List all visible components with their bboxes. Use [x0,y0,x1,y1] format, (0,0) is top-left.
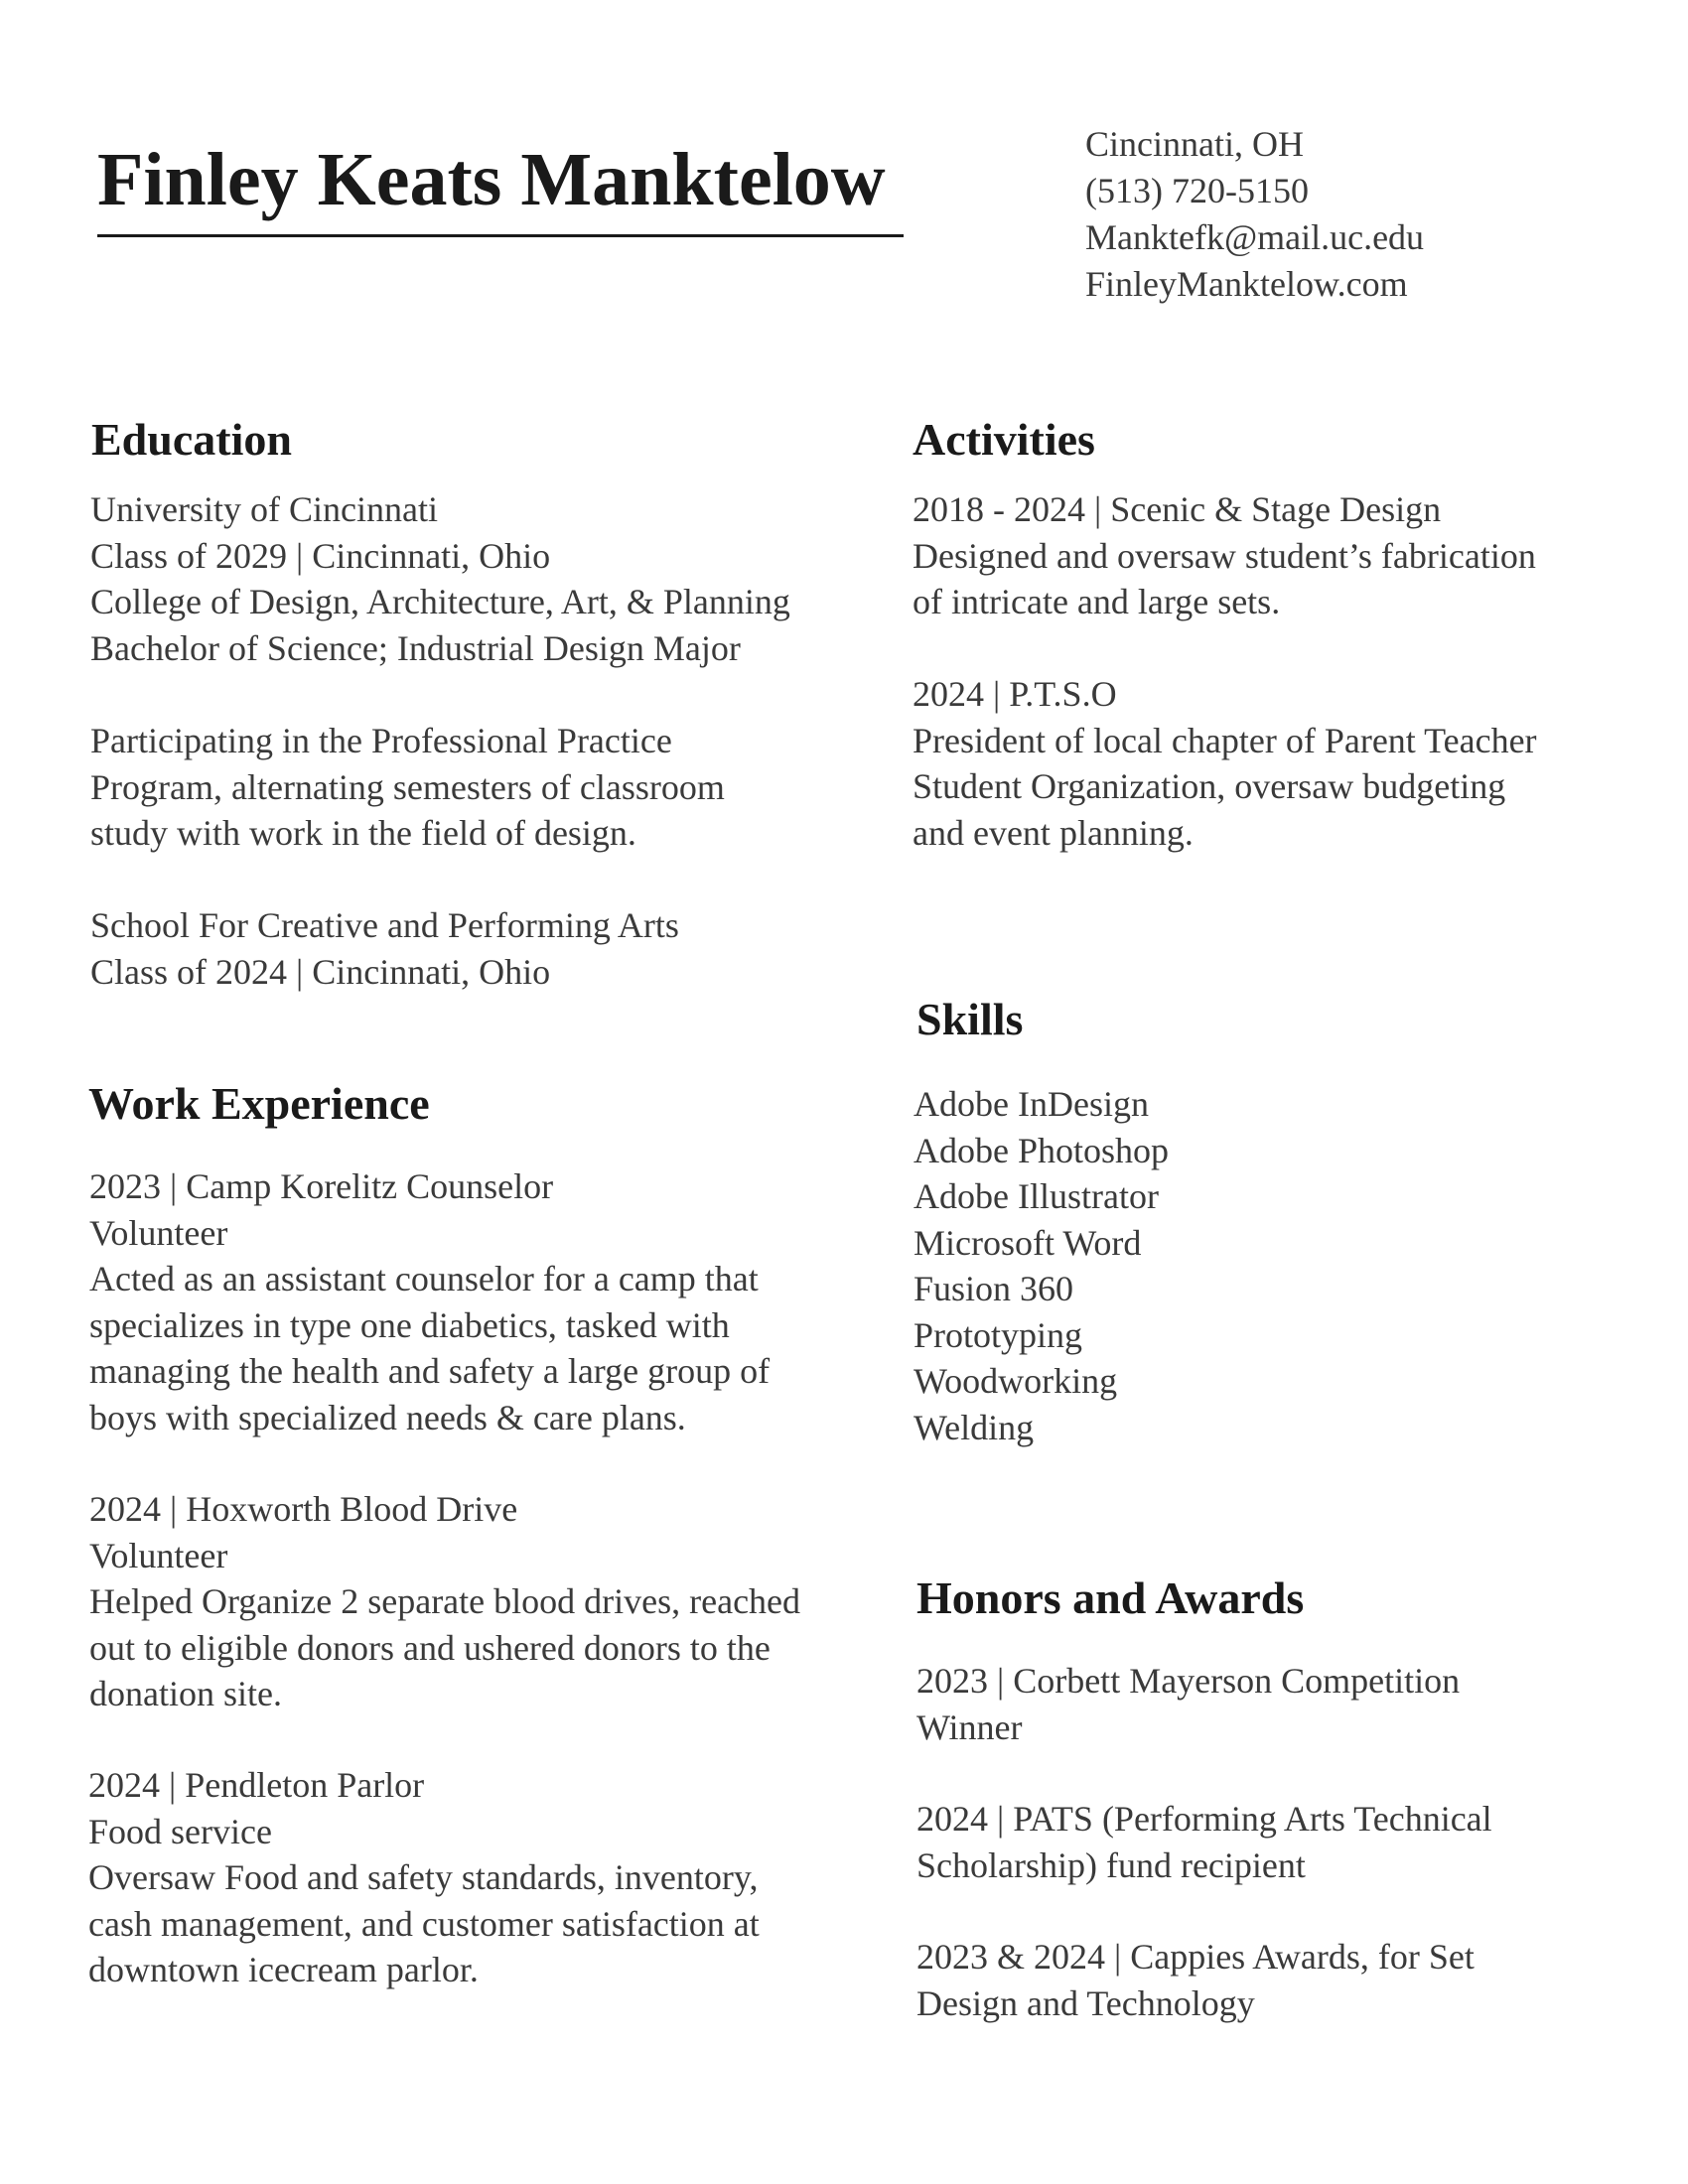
honor-line: 2024 | PATS (Performing Arts Technical [916,1799,1492,1839]
activity-scenic-design [913,486,1536,625]
education-line: Class of 2029 | Cincinnati, Ohio [90,535,551,576]
skills-heading: Skills [916,994,1024,1044]
skill-item: Adobe Photoshop [914,1130,1170,1170]
activity-desc-line: Student Organization, oversaw budgeting [913,766,1506,806]
education-program [90,718,725,857]
job-role: Volunteer [89,1535,228,1575]
honor-line: 2023 | Corbett Mayerson Competition [916,1661,1461,1701]
honor-pats [916,1796,1492,1888]
activity-desc-line: Designed and oversaw student’s fabrication [913,535,1536,576]
honor-cappies [916,1934,1475,2026]
job-desc-line: boys with specialized needs & care plans. [89,1397,686,1437]
activity-ptso [913,671,1537,856]
honor-line: Winner [916,1706,1023,1747]
job-desc-line: Oversaw Food and safety standards, inventory, [88,1857,759,1897]
skill-item: Prototyping [914,1314,1083,1355]
job-hoxworth [89,1486,800,1717]
job-title: 2024 | Pendleton Parlor [88,1765,425,1805]
job-pendleton [88,1762,760,1993]
activity-title: 2018 - 2024 | Scenic & Stage Design [913,489,1442,529]
education-line: Participating in the Professional Practice [90,721,672,760]
candidate-name: Finley Keats Manktelow [97,139,904,237]
honor-line: 2023 & 2024 | Cappies Awards, for Set [916,1937,1475,1977]
job-role: Volunteer [89,1212,228,1253]
education-line: Class of 2024 | Cincinnati, Ohio [90,951,551,992]
job-desc-line: Helped Organize 2 separate blood drives, reached [89,1581,801,1621]
education-line: study with work in the field of design. [90,813,636,853]
job-desc-line: cash management, and customer satisfaction at [88,1903,760,1944]
honor-corbett [916,1658,1460,1750]
job-title: 2024 | Hoxworth Blood Drive [89,1489,518,1529]
activities-heading: Activities [913,414,1095,465]
education-line: Program, alternating semesters of classroom [90,766,725,807]
education-heading: Education [91,414,292,465]
activity-title: 2024 | P.T.S.O [913,674,1117,714]
skill-item: Welding [914,1407,1035,1447]
job-desc-line: downtown icecream parlor. [88,1950,479,1989]
activity-desc-line: and event planning. [913,812,1194,853]
skill-item: Fusion 360 [914,1269,1074,1308]
education-line: College of Design, Architecture, Art, & Planning [90,582,790,621]
education-line: Bachelor of Science; Industrial Design Major [90,627,741,668]
contact-phone: (513) 720-5150 [1085,171,1309,210]
contact-location: Cincinnati, OH [1085,124,1304,164]
honor-line: Design and Technology [916,1982,1255,2023]
job-desc-line: out to eligible donors and ushered donors to the [89,1627,771,1668]
contact-info [1085,121,1424,308]
honor-line: Scholarship) fund recipient [916,1844,1306,1885]
activity-desc-line: of intricate and large sets. [913,582,1281,621]
education-line: School For Creative and Performing Arts [90,905,679,945]
honors-heading: Honors and Awards [916,1572,1305,1623]
activity-desc-line: President of local chapter of Parent Teacher [913,720,1537,760]
contact-website: FinleyManktelow.com [1085,264,1408,304]
job-desc-line: managing the health and safety a large group of [89,1351,771,1391]
work-heading: Work Experience [88,1078,430,1129]
job-camp-korelitz [89,1163,770,1440]
skill-item: Woodworking [914,1361,1118,1401]
education-line: University of Cincinnati [90,489,438,529]
job-desc-line: donation site. [89,1674,282,1713]
skills-list [914,1081,1169,1450]
job-desc-line: Acted as an assistant counselor for a camp that [89,1259,759,1298]
job-desc-line: specializes in type one diabetics, tasked with [89,1304,730,1345]
job-role: Food service [88,1811,272,1851]
job-title: 2023 | Camp Korelitz Counselor [89,1166,554,1206]
education-uc [90,486,790,671]
skill-item: Adobe Illustrator [914,1176,1159,1216]
education-scpa [90,902,679,995]
skill-item: Adobe InDesign [914,1084,1149,1124]
skill-item: Microsoft Word [914,1222,1142,1263]
contact-email: Manktefk@mail.uc.edu [1085,217,1425,257]
